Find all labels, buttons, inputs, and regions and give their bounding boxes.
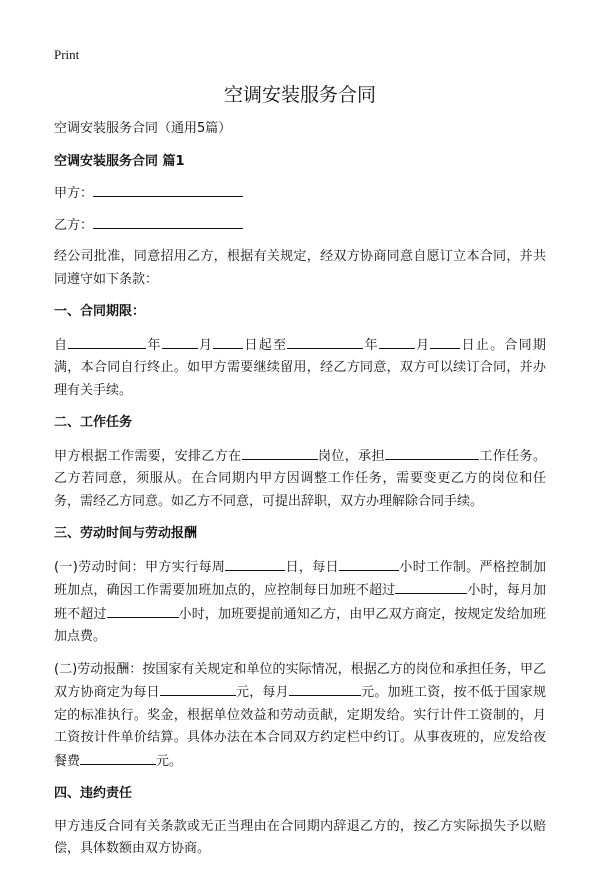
term-paragraph [54, 334, 546, 403]
pay-blank [160, 681, 236, 696]
tasks-text: 甲方根据工作需要，安排乙方在 [54, 448, 242, 464]
term-text: 年 [363, 337, 379, 353]
tasks-paragraph [54, 445, 546, 514]
pay-text: 元，每月 [235, 685, 289, 700]
party-a-line [54, 182, 546, 204]
term-blank [68, 334, 146, 349]
term-blank [213, 334, 243, 349]
document-subtitle: 空调安装服务合同（通用5篇） [54, 121, 232, 136]
term-blank [379, 334, 415, 349]
tasks-blank [385, 445, 479, 460]
tasks-text: 工作任务。乙方若同意，须服从。在合同期内甲方因调整工作任务，需要变更乙方的岗位和任务，需经乙方同意。如乙方不同意，可提出辞职，双方办理解除合同手续。 [54, 448, 546, 509]
hours-blank [225, 556, 285, 571]
liability-paragraph: 甲方违反合同有关条款或无正当理由在合同期内辞退乙方的，按乙方实际损失予以赔偿，具体数额由双方协商。 [54, 818, 546, 856]
document-body [54, 118, 546, 871]
hours-text: 小时工作制。严格控制加班加点，确因工作需要加班加点的，应控制每日加班不超过 [54, 559, 546, 598]
hours-text: 小时，加班要提前通知乙方，由甲乙双方商定，按规定发给加班加点费。 [54, 606, 546, 644]
term-text: 月 [197, 337, 214, 353]
pay-text: 元。加班工资，按不低于国家规定的标准执行。奖金，根据单位效益和劳动贡献，定期发给。实行计件工资制的，月工资按计件单价结算。具体办法在本合同双方约定栏中约订。从事夜班的，应发给夜餐费 [54, 685, 546, 769]
tasks-blank [242, 445, 318, 460]
tasks-text: 岗位，承担 [317, 448, 385, 464]
print-link[interactable]: Print [54, 47, 80, 62]
part-title: 空调安装服务合同 篇1 [54, 153, 185, 169]
term-text: 年 [146, 337, 162, 353]
section-heading-hours-pay: 三、劳动时间与劳动报酬 [54, 526, 198, 541]
pay-blank [289, 681, 361, 696]
section-heading-term: 一、合同期限： [54, 304, 146, 319]
hours-text: 小时，每月加班不超过 [54, 583, 546, 622]
document-title: 空调安装服务合同 [223, 84, 376, 106]
pay-text: 元。 [156, 753, 183, 769]
party-b-line [54, 214, 546, 236]
term-text: 月 [414, 337, 431, 353]
pay-paragraph [54, 659, 546, 774]
pay-blank [80, 750, 156, 765]
term-text: 日止。合同期满，本合同自行终止。如甲方需要继续留用，经乙方同意，双方可以续订合同，并办理有关手续。 [54, 337, 546, 398]
hours-blank [107, 603, 179, 618]
term-blank [430, 334, 460, 349]
term-blank [162, 334, 198, 349]
hours-blank [395, 579, 467, 594]
hours-text: (一)劳动时间：甲方实行每周 [54, 559, 226, 575]
intro-paragraph: 经公司批准，同意招用乙方，根据有关规定，经双方协商同意自愿订立本合同，并共同遵守如下条款： [54, 249, 546, 287]
party-a-blank [93, 182, 243, 197]
term-text: 自 [54, 337, 69, 353]
section-heading-liability: 四、违约责任 [54, 786, 133, 801]
hours-text: 日，每日 [285, 559, 340, 575]
party-b-blank [93, 214, 243, 229]
section-heading-tasks: 二、工作任务 [54, 415, 133, 430]
party-a-label: 甲方： [54, 186, 94, 201]
pay-text: (二)劳动报酬：按国家有关规定和单位的实际情况，根据乙方的岗位和承担任务，甲乙双方协商定为每日 [54, 661, 546, 700]
term-text: 日起至 [243, 337, 288, 353]
party-b-label: 乙方： [54, 218, 94, 233]
term-blank [287, 334, 363, 349]
hours-paragraph [54, 556, 546, 649]
hours-blank [339, 556, 399, 571]
